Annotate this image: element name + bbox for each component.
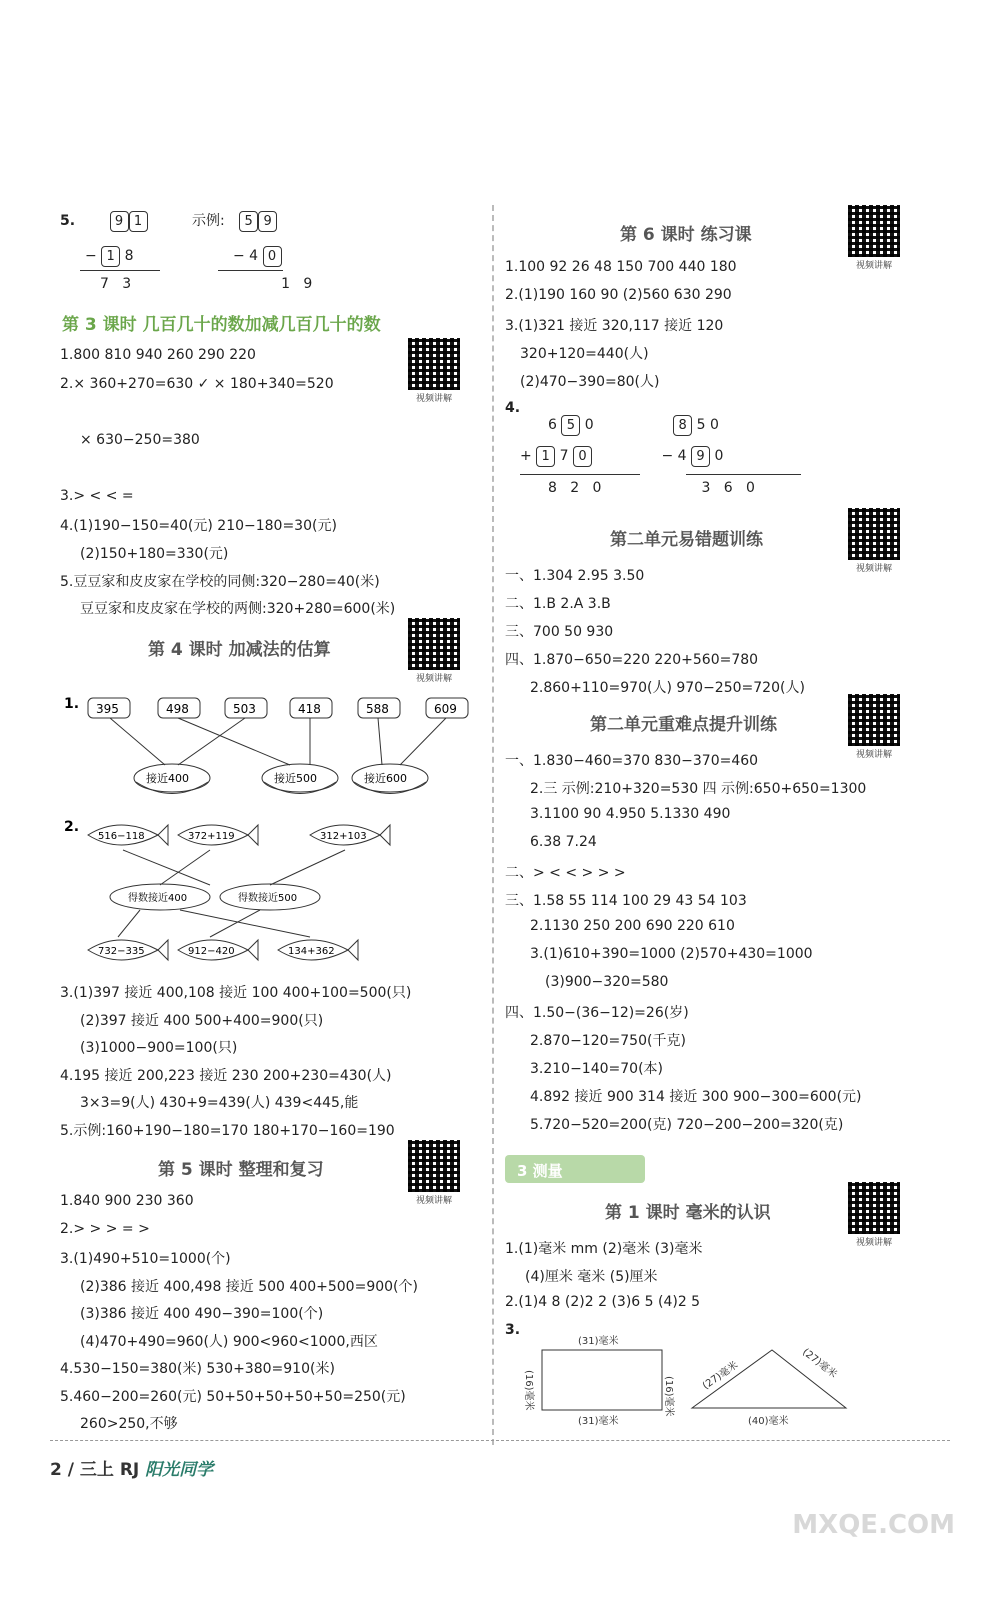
fish-label: 732−335 [98,946,145,957]
qr-code[interactable]: 视频讲解 [848,205,900,267]
footer-rule [50,1440,950,1441]
basket-label: 接近600 [364,772,407,785]
bag-label: 609 [434,702,457,716]
basket-label: 接近500 [274,772,317,785]
matching-bags-figure [60,690,480,810]
unit2-errors-title: 第二单元易错题训练 [610,530,763,550]
unit2-hard-title: 第二单元重难点提升训练 [590,715,777,735]
svg-text:1.: 1. [64,696,80,712]
rect-top-label: (31)毫米 [578,1336,619,1347]
column-divider [492,205,494,1445]
qr-code[interactable]: 视频讲解 [408,338,460,400]
oval-label: 得数接近500 [238,893,298,904]
workbook-page: 5. 9 1 示例: 5 9 − 1 8 − 4 0 7 3 1 9 第 3 课时 几百几十的数加减几百几十的数 1.800 810 940 260 290 220 视频讲解 2.× 360+270=630 ✓ × 180+340=520 × 630−250=380 3.> < < = 4.(1)190−150=40(元) 210−180=30(元) (2)150+180=330(元) 5.豆豆家和皮皮家在学校的同侧:320−280=40(米) 豆豆家和皮皮家在学校的两侧:320+280=600(米) 第 4 课时 加减法的估算 视频讲解 1. 395 498 503 418 588 609 接近400 接近500 接近600 2. 516−118 372+119 312+103 得数接近400 得数接近500 732−335 912−420 134+362 3.(1)397 接近 400,108 接近 100 400+100=500(只) (2)397 接近 400 500+400=900(只) (3)1000−900=100(只) 4.195 接近 200,223 接近 230 200+230=430(人) 3×3=9(人) 430+9=439(人) 439<445,能 5.示例:160+190−180=170 180+170−160=190 第 5 课时 整理和复习 视频讲解 1.840 900 230 360 2.> > > = > 3.(1)490+510=1000(个) (2)386 接近 400,498 接近 500 400+500=900(个) (3)386 接近 400 490−390=100(个) (4)470+490=960(人) 900<960<1000,西区 4.530−150=380(米) 530+380=910(米) 5.460−200=260(元) 50+50+50+50+50=250(元) 260>250,不够 第 6 课时 练习课 视频讲解 1.100 92 26 48 150 700 440 180 2.(1)190 160 90 (2)560 630 290 3.(1)321 接近 320,117 接近 120 320+120=440(人) (2)470−390=80(人) 4. 6 5 0 8 5 0 + 1 7 0 − 4 9 0 8 2 0 3 6 0 第二单元易错题训练 视频讲解 一、1.304 2.95 3.50 二、1.B 2.A 3.B 三、700 50 930 四、1.870−650=220 220+560=780 2.860+110=970(人) 970−250=720(人) 第二单元重难点提升训练 视频讲解 一、1.830−460=370 830−370=460 2.三 示例:210+320=530 四 示例:650+650=1300 3.1100 90 4.950 5.1330 490 6.38 7.24 二、> < < > > > 三、1.58 55 114 100 29 43 54 103 2.1130 250 200 690 220 610 3.(1)610+390=1000 (2)570+430=1000 (3)900−320=580 四、1.50−(36−12)=26(岁) 2.870−120=750(千克) 3.210−140=70(本) 4.892 接近 900 314 接近 300 900−300=600(元) 5.720−520=200(克) 720−200−200=320(克) 3 测量 第 1 课时 毫米的认识 视频讲解 1.(1)毫米 mm (2)毫米 (3)毫米 (4)厘米 毫米 (5)厘米 2.(1)4 8 (2)2 2 (3)6 5 (4)2 5 3. (31)毫米 (31)毫米 (16)毫米 (16)毫米 (27)毫米 (27)毫米 (40)毫米 2 / 三上 RJ 阳光同学 MXQE.COM [0,0,995,1600]
lesson4-title: 第 4 课时 加减法的估算 [148,640,331,660]
brand-logo: 阳光同学 [145,1460,214,1480]
qr-code[interactable]: 视频讲解 [848,694,900,756]
page-number: 2 [50,1460,62,1480]
qr-code[interactable]: 视频讲解 [848,1182,900,1244]
measurement-figure [520,1330,860,1430]
watermark: MXQE.COM [792,1510,955,1540]
qr-code[interactable]: 视频讲解 [408,618,460,680]
bag-label: 498 [166,702,189,716]
bag-label: 588 [366,702,389,716]
bag-label: 418 [298,702,321,716]
fish-label: 312+103 [320,831,367,842]
rect-bottom-label: (31)毫米 [578,1416,619,1427]
edition: RJ [119,1460,140,1480]
page-footer: 2 / 三上 RJ 阳光同学 [50,1460,214,1480]
matching-fish-figure [60,815,480,975]
lesson3-title: 第 3 课时 几百几十的数加减几百几十的数 [62,315,381,335]
tri-right-label: (27)毫米 [800,1346,839,1381]
lesson6-title: 第 6 课时 练习课 [620,225,752,245]
rect-left-label: (16)毫米 [523,1370,534,1411]
rect-right-label: (16)毫米 [663,1376,674,1417]
tri-left-label: (27)毫米 [700,1359,741,1392]
fish-label: 912−420 [188,946,235,957]
lesson1-title: 第 1 课时 毫米的认识 [605,1203,771,1223]
lesson5-title: 第 5 课时 整理和复习 [158,1160,324,1180]
bag-label: 395 [96,702,119,716]
grade: 三上 [79,1460,114,1480]
oval-label: 得数接近400 [128,893,188,904]
fish-label: 372+119 [188,831,235,842]
svg-text:2.: 2. [64,819,80,835]
bag-label: 503 [233,702,256,716]
tri-bottom-label: (40)毫米 [748,1416,789,1427]
q4-vertical-addition: 6 5 0 8 5 0 [520,415,719,436]
q5-vertical-subtraction: 5. 9 1 示例: 5 9 [60,210,277,232]
basket-label: 接近400 [146,772,189,785]
fish-label: 516−118 [98,831,145,842]
fish-label: 134+362 [288,946,335,957]
unit3-tab: 3 测量 [505,1155,645,1183]
qr-code[interactable]: 视频讲解 [408,1140,460,1202]
qr-code[interactable]: 视频讲解 [848,508,900,570]
